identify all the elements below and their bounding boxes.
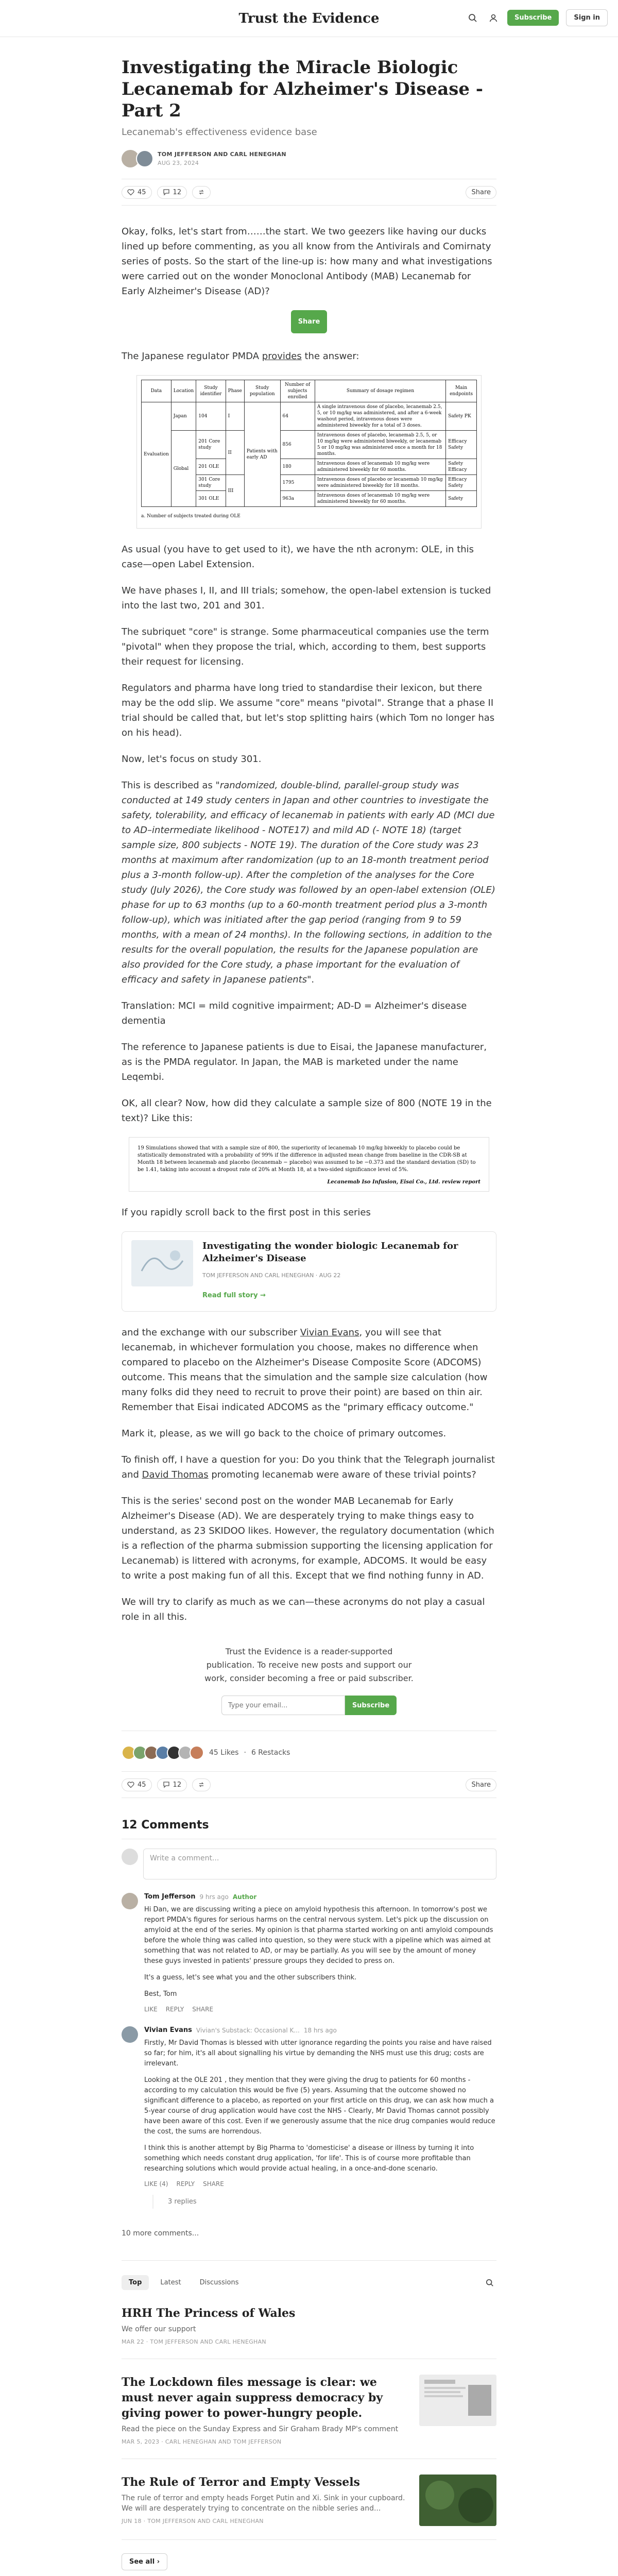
share-button[interactable]: Share [291,310,328,333]
avatar[interactable] [122,2026,138,2043]
table-row: 201 OLE 180 Intravenous doses of lecanemab 10 mg/kg were administered biweekly for 60 months. Safety Efficacy [142,459,477,475]
paragraph: Mark it, please, as we will go back to the choice of primary outcomes. [122,1428,447,1439]
email-input[interactable] [221,1696,345,1715]
table-header: Study identifier [196,380,226,402]
share-button[interactable]: Share [466,186,496,199]
comment-like-button[interactable]: LIKE [144,2006,158,2013]
restack-button[interactable] [192,186,211,199]
table-header: Phase [226,380,244,402]
share-button[interactable]: Share [466,1778,496,1791]
comment [122,2026,496,2209]
post-container [122,57,496,2570]
table-header: Data [142,380,171,402]
archive-post-meta: JUN 18 · TOM JEFFERSON AND CARL HENEGHAN [122,2518,264,2524]
post-date: AUG 23, 2024 [158,160,199,166]
archive-post-desc: We offer our support [122,2325,196,2333]
paragraph: We will try to clarify as much as we can—these acronyms do not play a casual role in all this. [122,1597,485,1622]
archive-post-meta: MAR 22 · TOM JEFFERSON AND CARL HENEGHAN [122,2338,266,2345]
table-row: Global 201 Core study II 856 Intravenous doses of placebo, lecanemab 2.5, 5, or 10 mg/kg were administered biweekly, or lecanemab 5 or 10 mg/kg was administered once a month for 18 months. Efficacy Safety [142,431,477,459]
comment-body: Hi Dan, we are discussing writing a piece on amyloid hypothesis this afternoon. In tomorrow's post we report PMDA's figures for serious harms on the central nervous system. Let's pick up the discussion on amyloid at the end of the series. My opinion is that pharma started working on anti amyloid compounds before the whole thing was called into question, so they were stuck with a pipeline which was aimed at something that was not related to AD, or may be partially. As you will see by the amount of money these guys invested in patients' pressure groups they decided to press on. It's a guess, let's see what you and the other subscribers think. Best, Tom [144,1906,493,1998]
subscribe-button[interactable]: Subscribe [345,1696,397,1715]
comment-time: 18 hrs ago [303,2026,337,2034]
author-avatar[interactable] [136,150,153,167]
paragraph: Okay, folks, let's start from……the start. We two geezers like having our ducks lined up before commenting, as you all know from the Antivirals and Comirnaty series of posts. So the start of the line-up is: how many and what investigations were carried out on the wonder Monoclonal Antibody (MAB) Lecanemab for Early Alzheimer's Disease (AD)? [122,226,492,297]
comment-share-button[interactable]: SHARE [203,2180,224,2188]
comment-body: Firstly, Mr David Thomas is blessed with utter ignorance regarding the points you raise and have raised so far; for him, it's all about signalling his virtue by demanding the NHS must use this drug; costs are irrelevant. Looking at the OLE 201 , they mention that they were giving the drug to patients for 60 months - according to my calculation this would be five (5) years. Assuming that the outcome showed no significant difference to a placebo, as reported on your first article on this drug, we can ask how much a 5-year course of drug application would have cost the NHS - Clearly, Mr David Thomas cannot possibly have been aware of this cost. Even if we generously assume that the nice drug companies would reduce the cost, the sums are horrendous. I think this is another attempt by Big Pharma to 'domesticise' a disease or illness by turning it into something which needs constant drug application, 'for life'. This is of course more profitable than researching solutions which would provide actual healing, in a once-and-done scenario. [144,2039,495,2173]
embedded-post[interactable] [122,1231,496,1312]
comment-reply-button[interactable]: REPLY [165,2006,184,2013]
david-thomas-link[interactable]: David Thomas [142,1469,209,1480]
paragraph: To finish off, I have a question for you: Do you think that the Telegraph journalist and David Thomas promoting lecanemab were aware of these trivial points? [122,1454,495,1480]
archive-thumbnail [419,2375,496,2426]
archive-thumbnail [419,2475,496,2526]
restacks-count[interactable]: 6 Restacks [251,1749,290,1757]
tab-top[interactable]: Top [122,2275,149,2290]
comment-count: 12 [173,188,182,196]
publication-brand[interactable]: Trust the Evidence [238,10,380,26]
restack-icon [198,189,205,196]
post-subtitle: Lecanemab's effectiveness evidence base [122,127,317,138]
sample-size-excerpt[interactable] [129,1137,489,1192]
more-comments-link[interactable]: 10 more comments... [122,2229,496,2261]
archive-post-desc: Read the piece on the Sunday Express and Sir Graham Brady MP's comment [122,2425,399,2433]
paragraph: Translation: MCI = mild cognitive impairment; AD-D = Alzheimer's disease dementia [122,1001,467,1026]
like-button[interactable] [122,186,152,199]
subscribe-text: Trust the Evidence is a reader-supported publication. To receive new posts and support our work, consider becoming a free or paid subscriber. [204,1647,414,1683]
post-body [122,224,496,1624]
avatar[interactable] [122,1893,138,1909]
comments-heading: 12 Comments [122,1819,496,1839]
sign-in-button[interactable]: Sign in [566,9,608,26]
table-header: Study population [244,380,280,402]
archive-section [122,2275,496,2570]
archive-post[interactable] [122,2459,496,2540]
comment-icon [163,189,170,196]
comment-input[interactable]: Write a comment... [143,1849,496,1879]
user-icon[interactable] [487,11,500,25]
table-row: Evaluation Japan 104 I Patients with early AD 64 A single intravenous dose of placebo, lecanemab 2.5, 5, or 10 mg/kg was administered, and after a 6-week washout period, intravenous doses were administered biweekly for a total of 3 doses. Safety PK [142,402,477,431]
top-actions [466,9,608,26]
paragraph: The subriquet "core" is strange. Some pharmaceutical companies use the term "pivotal" when they propose the trial, which, according to them, best supports their request for licensing. [122,626,489,667]
heart-icon [127,1781,134,1788]
engagement-bar [122,179,496,206]
comment-author[interactable]: Vivian Evans [144,2026,192,2034]
heart-icon [127,189,134,196]
paragraph: If you rapidly scroll back to the first post in this series [122,1207,371,1218]
restack-button[interactable] [192,1778,211,1791]
archive-post-title[interactable]: The Lockdown files message is clear: we must never again suppress democracy by giving power to power-hungry people. [122,2376,383,2420]
comment [122,1893,496,2013]
restack-icon [198,1781,205,1788]
archive-thumbnail [419,2306,496,2336]
avatar [122,1849,138,1865]
paragraph: We have phases I, II, and III trials; somehow, the open-label extension is tucked into the last two, 201 and 301. [122,585,491,611]
comment-button[interactable]: 12 [157,1778,187,1791]
author-badge: Author [232,1893,257,1901]
read-full-story-link[interactable]: Read full story → [202,1292,266,1299]
engagement-bar-bottom [122,1771,496,1798]
archive-post[interactable] [122,2359,496,2459]
paragraph: Regulators and pharma have long tried to standardise their lexicon, but there may be the odd slip. We assume "core" means "pivotal". Strange that a phase II trial should be called that, but let's stop splitting hairs (which Tom no longer has on his head). [122,683,495,738]
paragraph: OK, all clear? Now, how did they calculate a sample size of 800 (NOTE 19 in the text)? Like this: [122,1098,492,1124]
paragraph: As usual (you have to get used to it), we have the nth acronym: OLE, in this case—open Label Extension. [122,544,474,570]
write-comment-row [122,1849,496,1879]
vivian-evans-link[interactable]: Vivian Evans [300,1327,359,1338]
see-all-button[interactable]: See all › [122,2553,167,2570]
subscribe-widget [122,1645,496,1715]
subscribe-button[interactable]: Subscribe [507,10,559,26]
comment-share-button[interactable]: SHARE [192,2006,214,2013]
author-publication[interactable]: Vivian's Substack: Occasional K... [196,2026,300,2034]
comment-time: 9 hrs ago [199,1893,229,1901]
avatar [190,1745,204,1760]
paragraph: and the exchange with our subscriber Vivian Evans, you will see that lecanemab, in whichever formulation you choose, makes no difference when compared to placebo on the Alzheimer's Disease Composite Score (ADCOMS) outcome. This means that the simulation and the sample size calculation (how many folks did they need to recruit to prove their point) are based on thin air. Remember that Eisai indicated ADCOMS as the "primary efficacy outcome." [122,1327,488,1413]
table-header: Location [171,380,196,402]
search-icon[interactable] [466,11,479,25]
search-icon[interactable] [483,2276,496,2290]
liker-avatars[interactable] [122,1745,204,1760]
reactions-bar: 45 Likes · 6 Restacks [122,1731,496,1760]
archive-post-title[interactable]: The Rule of Terror and Empty Vessels [122,2476,360,2489]
like-button[interactable]: 45 [122,1778,152,1791]
study-description-quote: randomized, double-blind, parallel-group study was conducted at 149 study centers in Japan and other countries to investigate the safety, tolerability, and efficacy of lecanemab in patients with early AD (MCI due to AD–intermediate likelihood - NOTE17) and mild AD (- NOTE 18) (target sample size, 800 subjects - NOTE 19). The duration of the Core study was 23 months at maximum after randomization (up to an 18-month treatment period plus a 3-month follow-up). After the completion of the analyses for the Core study (July 2026), the Core study was followed by an open-label extension (OLE) phase for up to 63 months (up to a 60-month treatment period plus a 3-month follow-up), which was initiated after the gap period (ranging from 9 to 59 months, with a mean of 24 months). In the following sections, in addition to the results for the overall population, the results for the Japanese population are also provided for the Core study, a phase important for the evaluation of efficacy and safety in Japanese patients [122,780,495,985]
archive-post[interactable] [122,2290,496,2359]
view-replies[interactable]: 3 replies [152,2195,496,2209]
embed-thumbnail [131,1240,193,1286]
table-row: 301 OLE 963a Intravenous doses of lecanemab 10 mg/kg were administered biweekly for 60 months. Safety [142,491,477,507]
comment-reply-button[interactable]: REPLY [176,2180,195,2188]
paragraph: This is described as "randomized, double-blind, parallel-group study was conducted at 149 study centers in Japan and other countries to investigate the safety, tolerability, and efficacy of lecanemab in patients with early AD (MCI due to AD–intermediate likelihood - NOTE17) and mild AD (- NOTE 18) (target sample size, 800 subjects - NOTE 19). The duration of the Core study was 23 months at maximum after randomization (up to an 18-month treatment period plus a 3-month follow-up). After the completion of the analyses for the Core study (July 2026), the Core study was followed by an open-label extension (OLE) phase for up to 63 months (up to a 60-month treatment period plus a 3-month follow-up), which was initiated after the gap period (ranging from 9 to 59 months, with a mean of 24 months). In the following sections, in addition to the results for the overall population, the results for the Japanese population are also provided for the Core study, a phase important for the evaluation of efficacy and safety in Japanese patients". [122,780,495,985]
pmda-link[interactable]: provides [262,351,302,362]
excerpt-text: 19 Simulations showed that with a sample size of 800, the superiority of lecanemab 10 mg/kg biweekly to placebo could be statistically demonstrated with a probability of 99% if the difference in adjusted mean change from baseline in the CDR-SB at Month 18 between lecanemab and placebo (lecanemab − placebo) was assumed to be −0.373 and the standard deviation (SD) to be 1.41, taking into account a dropout rate of 20% at Month 18, at a two-sided significance level of 5%. [138,1145,476,1173]
tab-discussions[interactable]: Discussions [199,2279,239,2286]
post-title: Investigating the Miracle Biologic Lecanemab for Alzheimer's Disease - Part 2 [122,57,483,121]
archive-post-meta: MAR 5, 2023 · CARL HENEGHAN AND TOM JEFFERSON [122,2438,282,2445]
embed-title[interactable]: Investigating the wonder biologic Lecanemab for Alzheimer's Disease [202,1241,458,1264]
paragraph: The reference to Japanese patients is due to Eisai, the Japanese manufacturer, as is the PMDA regulator. In Japan, the MAB is marketed under the name Leqembi. [122,1042,487,1082]
table-header: Main endpoints [446,380,477,402]
byline [122,150,496,167]
archive-post-title[interactable]: HRH The Princess of Wales [122,2307,296,2320]
embed-meta: TOM JEFFERSON AND CARL HENEGHAN · AUG 22 [202,1272,341,1279]
likes-count[interactable]: 45 Likes [209,1749,239,1757]
paragraph: This is the series' second post on the wonder MAB Lecanemab for Early Alzheimer's Disease (AD). We are desperately trying to make things easy to understand, as 23 SKIDOO likes. However, the regulatory documentation (which is a reflection of the pharma submission supporting the licensing application for Lecanemab) is littered with acronyms, for example, ADCOMS. It would be easy to write a post making fun of all this. Except that we find nothing funny in AD. [122,1496,494,1581]
table-header: Number of subjects enrolled [280,380,315,402]
paragraph: The Japanese regulator PMDA provides the answer: [122,351,359,362]
excerpt-source: Lecanemab Iso Infusion, Eisai Co., Ltd. review report [327,1179,480,1185]
table-row: 301 Core study III 1795 Intravenous doses of placebo or lecanemab 10 mg/kg were administered biweekly for 18 months. Efficacy Safety [142,475,477,491]
paragraph: Now, let's focus on study 301. [122,754,262,765]
table-header: Summary of dosage regimen [315,380,445,402]
like-count: 45 [138,188,146,196]
tab-latest[interactable]: Latest [160,2279,181,2286]
top-bar [0,0,618,37]
post-authors[interactable]: TOM JEFFERSON AND CARL HENEGHAN [158,151,286,158]
pmda-study-table[interactable] [136,375,482,529]
comment-like-button[interactable]: LIKE (4) [144,2180,168,2188]
comment-button[interactable] [157,186,187,199]
table-note: a. Number of subjects treated during OLE [141,514,241,519]
comment-icon [163,1781,170,1788]
comment-author[interactable]: Tom Jefferson [144,1893,196,1901]
archive-post-desc: The rule of terror and empty heads Forget Putin and Xi. Sink in your cupboard. We will are desperately trying to concentrate on the nibble series and... [122,2494,405,2513]
